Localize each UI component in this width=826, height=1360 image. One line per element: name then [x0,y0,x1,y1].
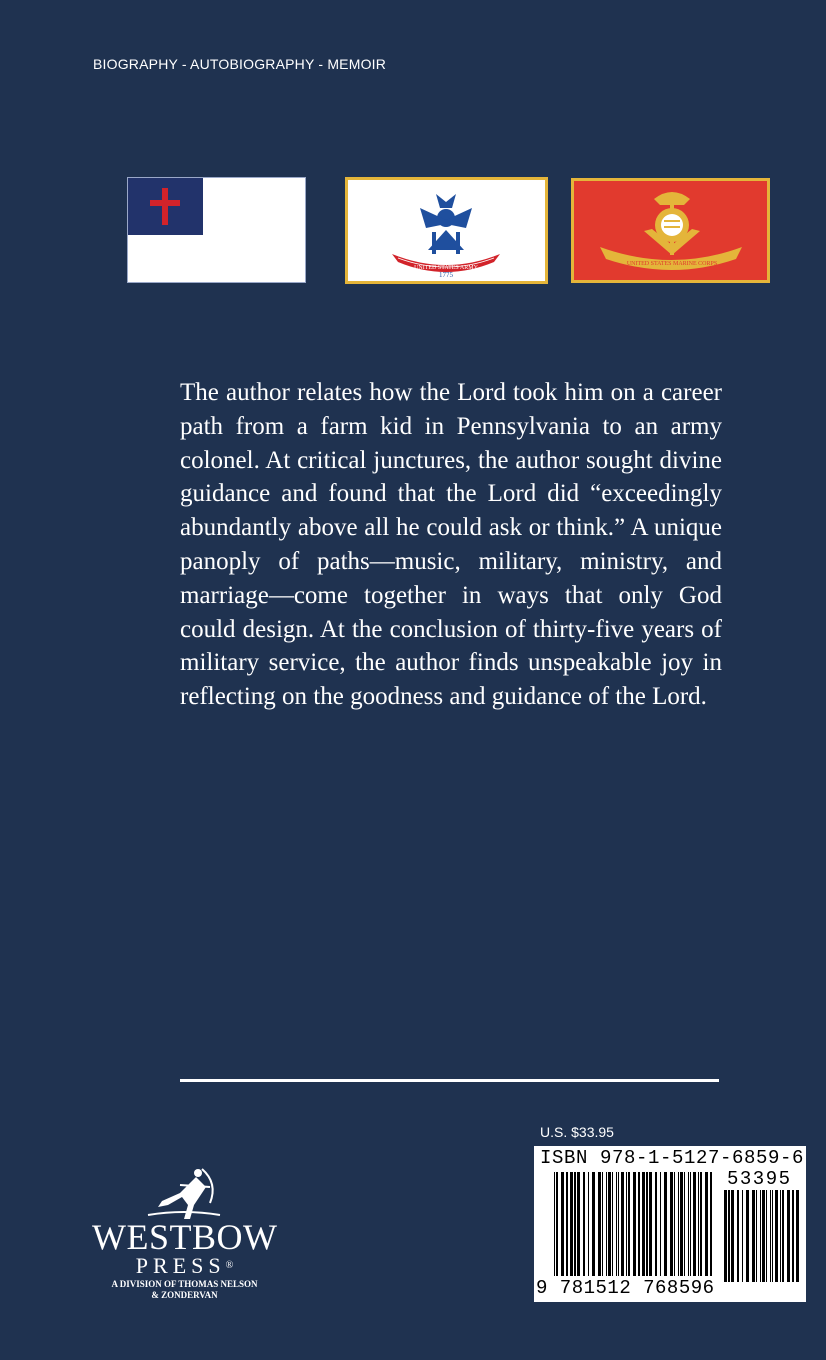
barcode-ean-digits: 9 781512 768596 [536,1277,715,1299]
barcode-addon-bar [772,1190,773,1282]
cross-icon [128,178,307,284]
barcode-bar [633,1172,636,1276]
barcode-bar [618,1172,619,1276]
barcode-bar [628,1172,630,1276]
barcode-bar [554,1172,555,1276]
barcode-bar [606,1172,607,1276]
barcode-bar [612,1172,613,1276]
barcode-bar [570,1172,573,1276]
archer-figure-icon [140,1163,230,1221]
barcode-bar [646,1172,648,1276]
barcode-bar [688,1172,689,1276]
barcode-bar [621,1172,624,1276]
barcode-bar [655,1172,657,1276]
price-label: U.S. $33.95 [540,1124,614,1140]
barcode-bar [678,1172,679,1276]
barcode-addon-bar [728,1190,730,1282]
barcode-addon-bar [782,1190,784,1282]
barcode-bar [626,1172,627,1276]
barcode-bar [700,1172,702,1276]
barcode-addon-bar [731,1190,734,1282]
army-emblem-icon [348,180,545,281]
barcode-bar [660,1172,661,1276]
marine-corps-flag [571,178,770,283]
barcode-bar [674,1172,675,1276]
barcode-addon-bar [780,1190,781,1282]
barcode-bar [588,1172,589,1276]
christian-flag [127,177,306,283]
barcode-bar [602,1172,603,1276]
barcode-addon-bar [775,1190,778,1282]
publisher-division-line1: A DIVISION OF THOMAS NELSON [111,1279,258,1289]
barcode-addon-bar [796,1190,799,1282]
publisher-press: PRESS® [135,1253,234,1278]
barcode-addon-bar [724,1190,727,1282]
barcode-bar [638,1172,640,1276]
barcode-addon-bar [787,1190,790,1282]
barcode-addon-bar [792,1190,794,1282]
barcode-bar [642,1172,645,1276]
barcode-bar [710,1172,712,1276]
barcode-bar [608,1172,611,1276]
marine-banner-text: UNITED STATES MARINE CORPS [626,261,718,267]
barcode-bar [680,1172,683,1276]
barcode-bar [670,1172,673,1276]
book-description: The author relates how the Lord took him on a career path from a farm kid in Pennsylvania to an army colonel. At critical junctures, the author sought divine guidance and found that the Lord did “exceedingly abundantly above all he could ask or think.” A unique panoply of paths—music, military, ministry, and marriage—come together in ways that only God could design. At the conclusion of thirty-five years of military service, the author finds unspeakable joy in reflecting on the goodness and guidance of the Lord. [180,379,722,711]
isbn-label: ISBN 978-1-5127-6859-6 [540,1147,805,1169]
barcode-addon-bar [766,1190,767,1282]
army-banner-text: UNITED STATES ARMY [414,265,478,271]
barcode-bar [592,1172,595,1276]
barcode-addon-digits: 53395 [727,1168,792,1190]
barcode-addon-bar [770,1190,771,1282]
barcode-bar [698,1172,699,1276]
barcode-bar [616,1172,617,1276]
barcode-bar [649,1172,652,1276]
barcode-bar [556,1172,558,1276]
barcode-bar [693,1172,696,1276]
marine-emblem-icon [574,181,767,280]
genre-label: BIOGRAPHY - AUTOBIOGRAPHY - MEMOIR [93,56,387,72]
barcode-addon-bar [760,1190,761,1282]
publisher-logo [92,1163,277,1301]
barcode-bar [690,1172,691,1276]
army-year-text: 1775 [439,271,453,279]
barcode-bar [574,1172,576,1276]
publisher-division-line2: & ZONDERVAN [151,1290,218,1300]
barcode-bar [577,1172,580,1276]
divider-line [180,1079,719,1082]
barcode-bar [561,1172,564,1276]
isbn-barcode [534,1146,806,1302]
barcode-bar [705,1172,708,1276]
barcode-bar [583,1172,585,1276]
barcode-addon-bar [752,1190,755,1282]
barcode-addon-bar [742,1190,743,1282]
barcode-bar [664,1172,667,1276]
barcode-bar [684,1172,685,1276]
barcode-addon-bar [746,1190,749,1282]
army-flag [345,177,548,284]
barcode-addon-bar [737,1190,739,1282]
barcode-bar [598,1172,601,1276]
barcode-addon-bar [762,1190,765,1282]
barcode-bar [566,1172,568,1276]
barcode-addon-bar [756,1190,757,1282]
publisher-name: WESTBOW [92,1217,278,1257]
